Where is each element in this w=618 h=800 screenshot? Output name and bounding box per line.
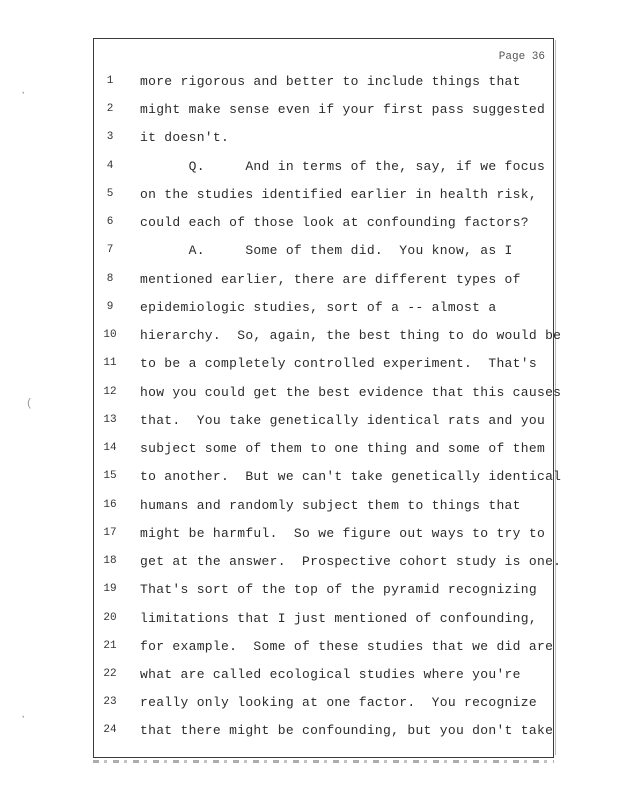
line-text: A. Some of them did. You know, as I [140,242,513,258]
line-text: to be a completely controlled experiment. That's [140,355,537,371]
line-number: 6 [106,216,114,228]
transcript-line [0,156,618,176]
line-number: 3 [106,131,114,143]
scan-mark: · [20,88,27,100]
transcript-line [0,551,618,571]
line-text: what are called ecological studies where you're [140,666,521,682]
line-text: limitations that I just mentioned of confounding, [140,610,537,626]
transcript-line [0,664,618,684]
line-number: 14 [103,442,117,454]
line-text: might make sense even if your first pass suggested [140,101,546,117]
line-text: it doesn't. [140,129,230,145]
line-number: 24 [103,724,117,736]
line-text: That's sort of the top of the pyramid recognizing [140,581,537,597]
transcript-line [0,720,618,740]
line-text: for example. Some of these studies that we did are [140,638,554,654]
line-number: 5 [106,188,114,200]
transcript-line [0,636,618,656]
line-text: on the studies identified earlier in health risk, [140,186,537,202]
line-number: 16 [103,499,117,511]
transcript-line [0,608,618,628]
line-number: 15 [103,470,117,482]
line-number: 19 [103,583,117,595]
transcript-line [0,325,618,345]
transcript-line [0,579,618,599]
transcript-line [0,523,618,543]
transcript-line [0,240,618,260]
scan-mark: · [20,712,27,724]
line-text: that. You take genetically identical rats and you [140,412,546,428]
line-number: 9 [106,301,114,313]
transcript-line [0,382,618,402]
scan-mark: ( [26,398,33,410]
line-number: 11 [103,357,117,369]
line-text: Q. And in terms of the, say, if we focus [140,158,546,174]
line-text: more rigorous and better to include things that [140,73,521,89]
line-number: 7 [106,244,114,256]
transcript-line [0,353,618,373]
page-number: Page 36 [498,51,545,63]
transcript-line [0,466,618,486]
line-number: 17 [103,527,117,539]
line-number: 12 [103,386,117,398]
line-text: subject some of them to one thing and some of them [140,440,546,456]
transcript-line [0,127,618,147]
line-text: humans and randomly subject them to things that [140,497,521,513]
line-number: 22 [103,668,117,680]
line-text: get at the answer. Prospective cohort study is one. [140,553,562,569]
transcript-line [0,99,618,119]
line-text: could each of those look at confounding factors? [140,214,529,230]
transcript-line [0,410,618,430]
line-number: 13 [103,414,117,426]
line-text: really only looking at one factor. You recognize [140,694,537,710]
line-number: 4 [106,160,114,172]
line-number: 18 [103,555,117,567]
scan-artifact-line [93,760,554,763]
line-number: 20 [103,612,117,624]
line-text: epidemiologic studies, sort of a -- almost a [140,299,497,315]
line-text: might be harmful. So we figure out ways to try to [140,525,546,541]
transcript-line [0,212,618,232]
line-number: 1 [106,75,114,87]
line-number: 8 [106,273,114,285]
line-number: 23 [103,696,117,708]
line-text: to another. But we can't take genetically identical [140,468,562,484]
transcript-line [0,692,618,712]
transcript-line [0,71,618,91]
line-text: mentioned earlier, there are different types of [140,271,521,287]
line-text: hierarchy. So, again, the best thing to do would be [140,327,562,343]
line-number: 10 [103,329,117,341]
transcript-line [0,297,618,317]
transcript-line [0,269,618,289]
line-number: 21 [103,640,117,652]
transcript-line [0,184,618,204]
line-text: how you could get the best evidence that this causes [140,384,562,400]
transcript-line [0,495,618,515]
transcript-line [0,438,618,458]
line-number: 2 [106,103,114,115]
line-text: that there might be confounding, but you don't take [140,722,554,738]
